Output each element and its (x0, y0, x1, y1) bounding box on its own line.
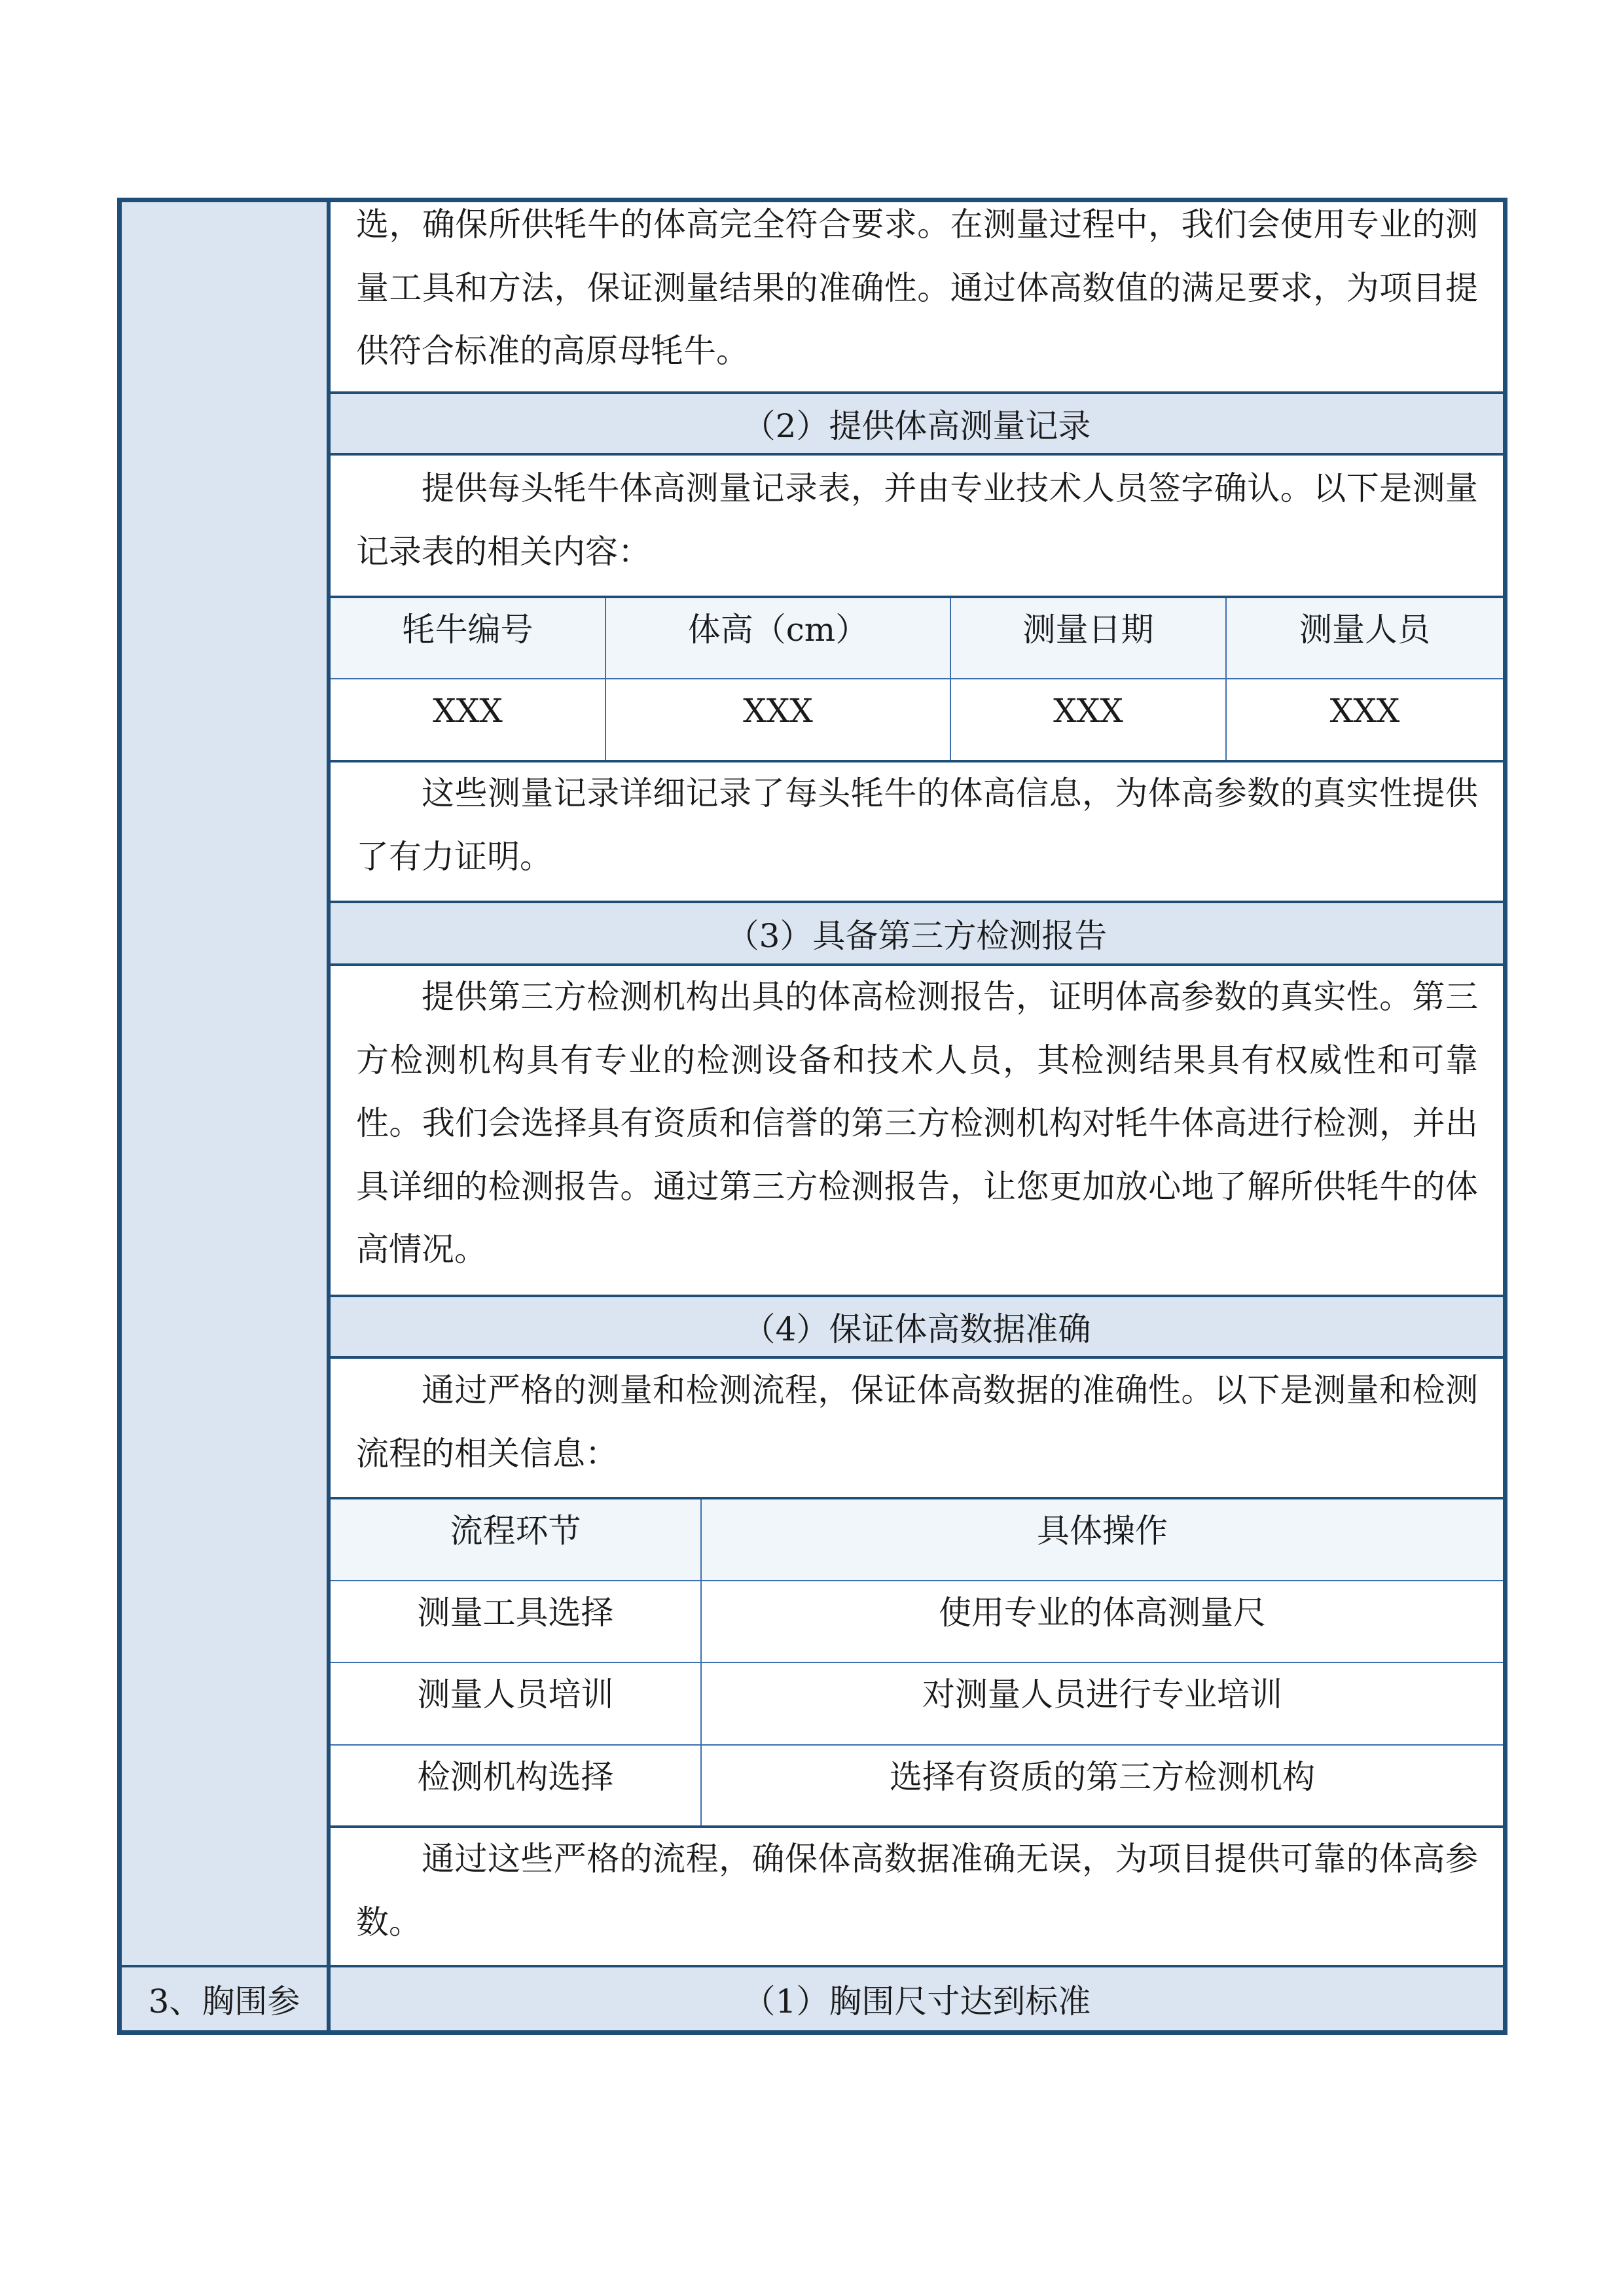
paragraph-line: 通过这些严格的流程，确保体高数据准确无误，为项目提供可靠的体高参 (422, 1840, 1478, 1878)
paragraph-line: 提供第三方检测机构出具的体高检测报告，证明体高参数的真实性。第三 (422, 978, 1478, 1016)
paragraph-line: 供符合标准的高原母牦牛。 (356, 332, 749, 370)
item-3-label: 3、胸围参 (122, 1967, 327, 2030)
chest-subsection-header: （1）胸围尺寸达到标准 (331, 1967, 1503, 2030)
paragraph-line: 这些测量记录详细记录了每头牦牛的体高信息，为体高参数的真实性提供 (422, 774, 1478, 812)
table-cell: 对测量人员进行专业培训 (922, 1676, 1282, 1713)
paragraph-line: 记录表的相关内容： (356, 532, 651, 571)
table-cell: XXX (433, 692, 503, 730)
table-cell: XXX (1329, 692, 1400, 730)
table-header-cell: 体高（cm） (687, 611, 869, 649)
table-cell: 测量工具选择 (417, 1594, 614, 1632)
table-cell: 测量人员培训 (417, 1676, 614, 1713)
section-3-header: （3）具备第三方检测报告 (331, 903, 1503, 963)
paragraph-line: 数。 (356, 1903, 422, 1941)
table-header-cell: 测量人员 (1299, 611, 1430, 649)
table-header-cell: 测量日期 (1022, 611, 1154, 649)
paragraph-line: 提供每头牦牛体高测量记录表，并由专业技术人员签字确认。以下是测量 (422, 469, 1478, 507)
table-cell: 选择有资质的第三方检测机构 (890, 1758, 1315, 1796)
table-header-cell: 具体操作 (1037, 1512, 1168, 1550)
section-2-intro (356, 457, 1478, 583)
continuation-paragraph (356, 193, 1478, 383)
table-cell: XXX (743, 692, 813, 730)
section-2-header: （2）提供体高测量记录 (331, 394, 1503, 453)
table-cell: 检测机构选择 (417, 1758, 614, 1796)
paragraph-line: 流程的相关信息： (356, 1434, 618, 1473)
section-4-header: （4）保证体高数据准确 (331, 1297, 1503, 1356)
table-header-cell: 牦牛编号 (402, 611, 533, 649)
paragraph-line: 通过严格的测量和检测流程，保证体高数据的准确性。以下是测量和检测 (422, 1371, 1478, 1409)
paragraph-line: 了有力证明。 (356, 837, 552, 876)
section-3-paragraph (356, 965, 1478, 1282)
paragraph-line: 量工具和方法，保证测量结果的准确性。通过体高数值的满足要求，为项目提 (356, 268, 1478, 307)
section-4-summary (356, 1827, 1478, 1954)
paragraph-line: 高情况。 (356, 1230, 487, 1269)
section-2-summary (356, 762, 1478, 888)
paragraph-line: 性。我们会选择具有资质和信誉的第三方检测机构对牦牛体高进行检测，并出 (356, 1104, 1478, 1143)
paragraph-line: 方检测机构具有专业的检测设备和技术人员，其检测结果具有权威性和可靠 (356, 1041, 1478, 1079)
paragraph-line: 选，确保所供牦牛的体高完全符合要求。在测量过程中，我们会使用专业的测 (356, 206, 1478, 243)
table-cell: 使用专业的体高测量尺 (939, 1594, 1266, 1632)
table-cell: XXX (1053, 692, 1123, 730)
section-4-intro (356, 1359, 1478, 1485)
table-header-cell: 流程环节 (450, 1512, 581, 1550)
paragraph-line: 具详细的检测报告。通过第三方检测报告，让您更加放心地了解所供牦牛的体 (356, 1167, 1478, 1206)
